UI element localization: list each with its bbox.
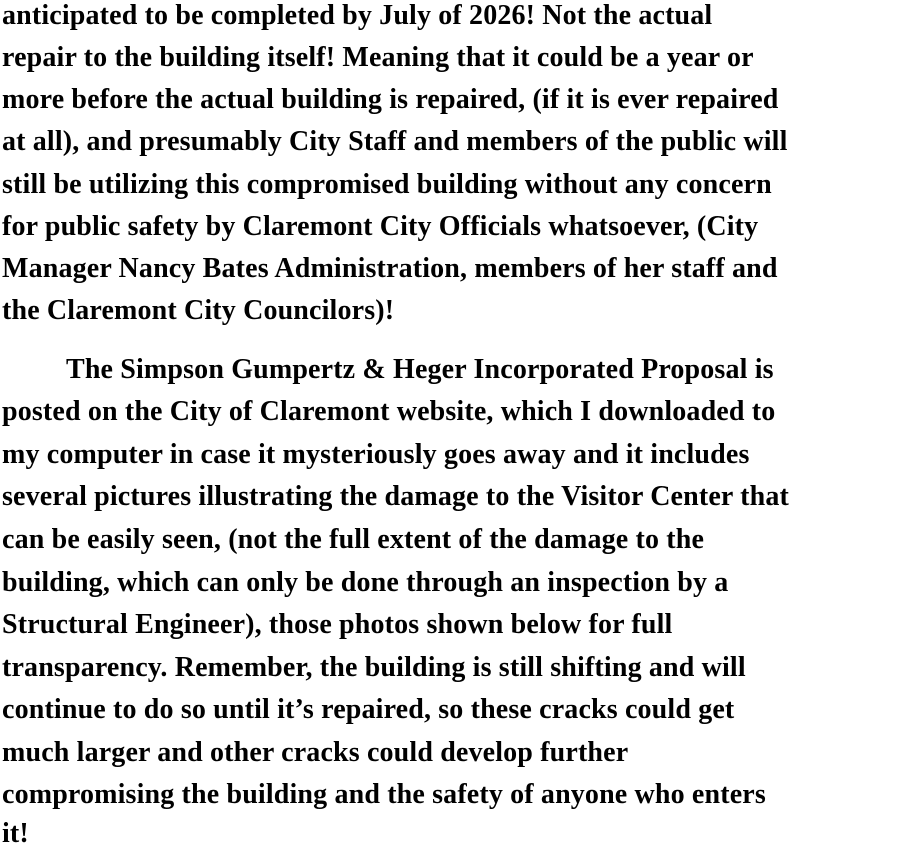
paragraph-2-line-7: Structural Engineer), those photos shown below for full <box>2 609 673 640</box>
paragraph-2-line-9: continue to do so until it’s repaired, so these cracks could get <box>2 694 735 725</box>
paragraph-1-line-1: anticipated to be completed by July of 2026! Not the actual <box>2 0 713 31</box>
paragraph-1-line-4: at all), and presumably City Staff and members of the public will <box>2 126 788 157</box>
paragraph-2-line-1: The Simpson Gumpertz & Heger Incorporated Proposal is <box>66 354 774 385</box>
paragraph-1-line-3: more before the actual building is repaired, (if it is ever repaired <box>2 84 779 115</box>
paragraph-2-line-3: my computer in case it mysteriously goes away and it includes <box>2 439 750 470</box>
paragraph-1-line-5: still be utilizing this compromised building without any concern <box>2 169 772 200</box>
paragraph-2-line-11: compromising the building and the safety of anyone who enters <box>2 779 766 810</box>
paragraph-2-line-4: several pictures illustrating the damage to the Visitor Center that <box>2 481 789 512</box>
paragraph-2-line-10: much larger and other cracks could develop further <box>2 737 629 768</box>
paragraph-2-line-5: can be easily seen, (not the full extent of the damage to the <box>2 524 705 555</box>
paragraph-1-line-2: repair to the building itself! Meaning that it could be a year or <box>2 42 754 73</box>
paragraph-2-line-6: building, which can only be done through an inspection by a <box>2 567 729 598</box>
paragraph-1-line-7: Manager Nancy Bates Administration, members of her staff and <box>2 253 778 284</box>
paragraph-1-line-6: for public safety by Claremont City Officials whatsoever, (City <box>2 211 759 242</box>
paragraph-2-line-2: posted on the City of Claremont website, which I downloaded to <box>2 396 776 427</box>
paragraph-1-line-8: the Claremont City Councilors)! <box>2 295 395 326</box>
paragraph-2-line-12: it! <box>2 818 29 849</box>
paragraph-2-line-8: transparency. Remember, the building is still shifting and will <box>2 652 746 683</box>
